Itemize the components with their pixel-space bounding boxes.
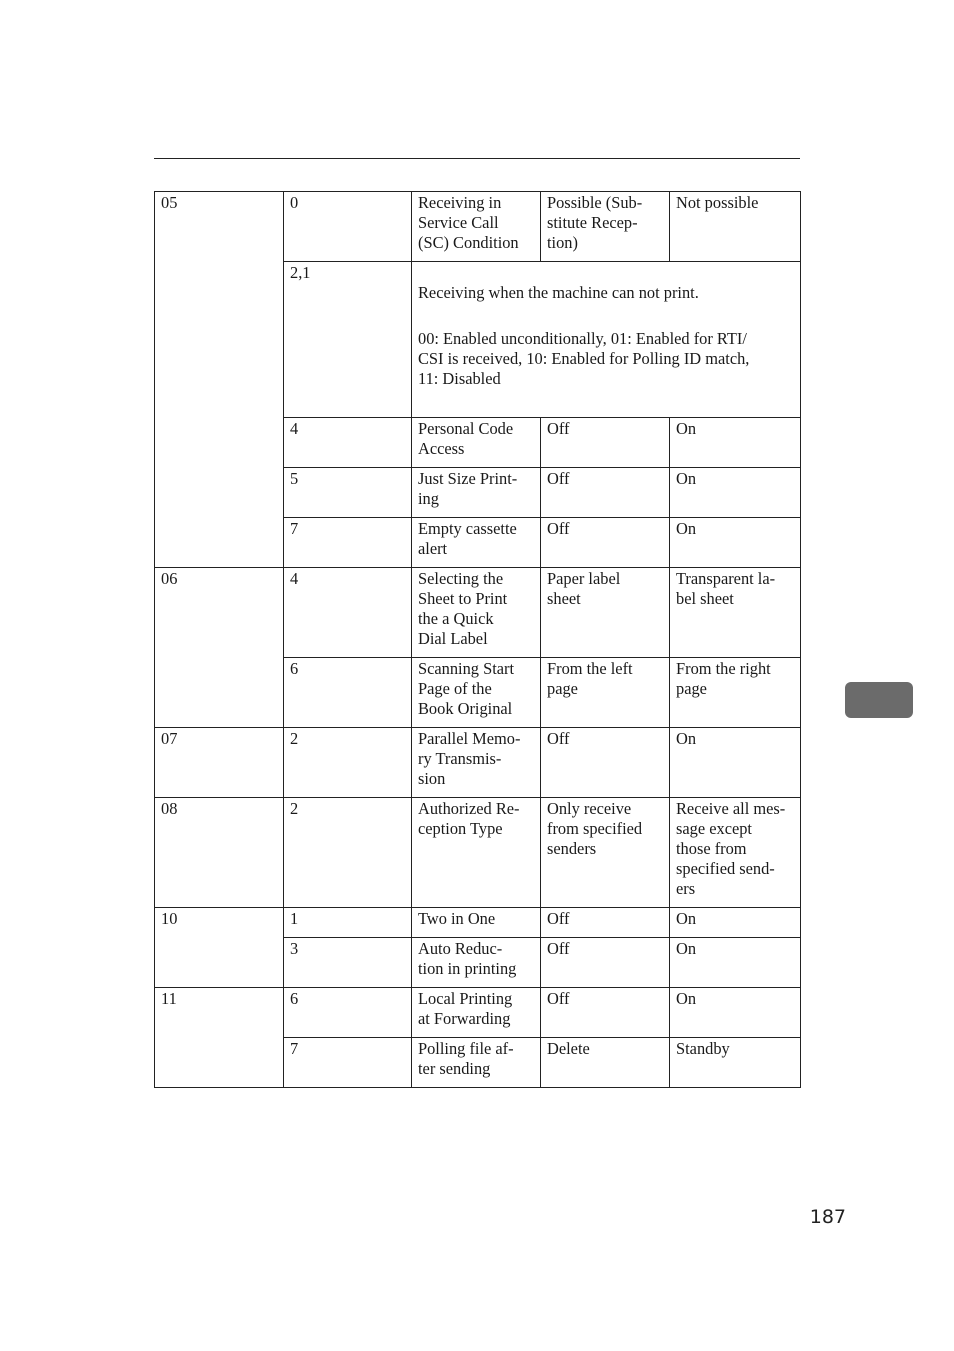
table-row	[155, 568, 801, 658]
value-0-cell: From the left page	[541, 658, 670, 728]
value-0-cell: Off	[541, 988, 670, 1038]
value-1-cell: From the right page	[670, 658, 801, 728]
description-values: 00: Enabled unconditionally, 01: Enabled for RTI/ CSI is received, 10: Enabled for Polling ID match, 11: Disabled	[418, 329, 750, 388]
bit-number-cell: 1	[284, 908, 412, 938]
value-1-cell: On	[670, 988, 801, 1038]
item-cell: Two in One	[412, 908, 541, 938]
value-0-cell: Delete	[541, 1038, 670, 1088]
bit-number-cell: 2	[284, 798, 412, 908]
bit-number-cell: 7	[284, 518, 412, 568]
value-0-cell: Off	[541, 518, 670, 568]
switch-settings-table	[154, 191, 801, 1088]
value-1-cell: On	[670, 418, 801, 468]
value-0-cell: Possible (Sub- stitute Recep- tion)	[541, 192, 670, 262]
value-0-cell: Off	[541, 908, 670, 938]
value-0-cell: Off	[541, 728, 670, 798]
table-row	[155, 728, 801, 798]
bit-number-cell: 6	[284, 988, 412, 1038]
value-1-cell: On	[670, 728, 801, 798]
item-cell: Local Printing at Forwarding	[412, 988, 541, 1038]
bit-number-cell: 7	[284, 1038, 412, 1088]
value-1-cell: On	[670, 518, 801, 568]
item-cell: Polling file af- ter sending	[412, 1038, 541, 1088]
value-1-cell: Standby	[670, 1038, 801, 1088]
chapter-tab-marker	[845, 682, 913, 718]
bit-number-cell: 5	[284, 468, 412, 518]
bit-number-cell: 2,1	[284, 262, 412, 418]
description-cell	[412, 262, 801, 418]
switch-number-cell: 05	[155, 192, 284, 568]
switch-number-cell: 11	[155, 988, 284, 1088]
switch-number-cell: 08	[155, 798, 284, 908]
item-cell: Empty cassette alert	[412, 518, 541, 568]
value-1-cell: Not possible	[670, 192, 801, 262]
table-row	[155, 798, 801, 908]
value-1-cell: Transparent la- bel sheet	[670, 568, 801, 658]
value-0-cell: Off	[541, 418, 670, 468]
value-0-cell: Off	[541, 938, 670, 988]
switch-number-cell: 06	[155, 568, 284, 728]
table-row	[155, 988, 801, 1038]
table-row	[155, 192, 801, 262]
item-cell: Selecting the Sheet to Print the a Quick Dial Label	[412, 568, 541, 658]
item-cell: Scanning Start Page of the Book Original	[412, 658, 541, 728]
value-1-cell: On	[670, 468, 801, 518]
value-1-cell: Receive all mes- sage except those from specified send- ers	[670, 798, 801, 908]
bit-number-cell: 2	[284, 728, 412, 798]
switch-number-cell: 10	[155, 908, 284, 988]
item-cell: Parallel Memo- ry Transmis- sion	[412, 728, 541, 798]
value-1-cell: On	[670, 938, 801, 988]
item-cell: Just Size Print- ing	[412, 468, 541, 518]
item-cell: Personal Code Access	[412, 418, 541, 468]
bit-number-cell: 0	[284, 192, 412, 262]
value-0-cell: Off	[541, 468, 670, 518]
page-number: 187	[809, 1206, 846, 1228]
bit-number-cell: 4	[284, 418, 412, 468]
item-cell: Auto Reduc- tion in printing	[412, 938, 541, 988]
description-text: Receiving when the machine can not print.	[418, 283, 699, 302]
bit-number-cell: 6	[284, 658, 412, 728]
item-cell: Authorized Re- ception Type	[412, 798, 541, 908]
header-rule	[154, 158, 800, 159]
bit-number-cell: 3	[284, 938, 412, 988]
item-cell: Receiving in Service Call (SC) Condition	[412, 192, 541, 262]
table-row	[155, 908, 801, 938]
value-0-cell: Paper label sheet	[541, 568, 670, 658]
switch-number-cell: 07	[155, 728, 284, 798]
bit-number-cell: 4	[284, 568, 412, 658]
value-0-cell: Only receive from specified senders	[541, 798, 670, 908]
value-1-cell: On	[670, 908, 801, 938]
